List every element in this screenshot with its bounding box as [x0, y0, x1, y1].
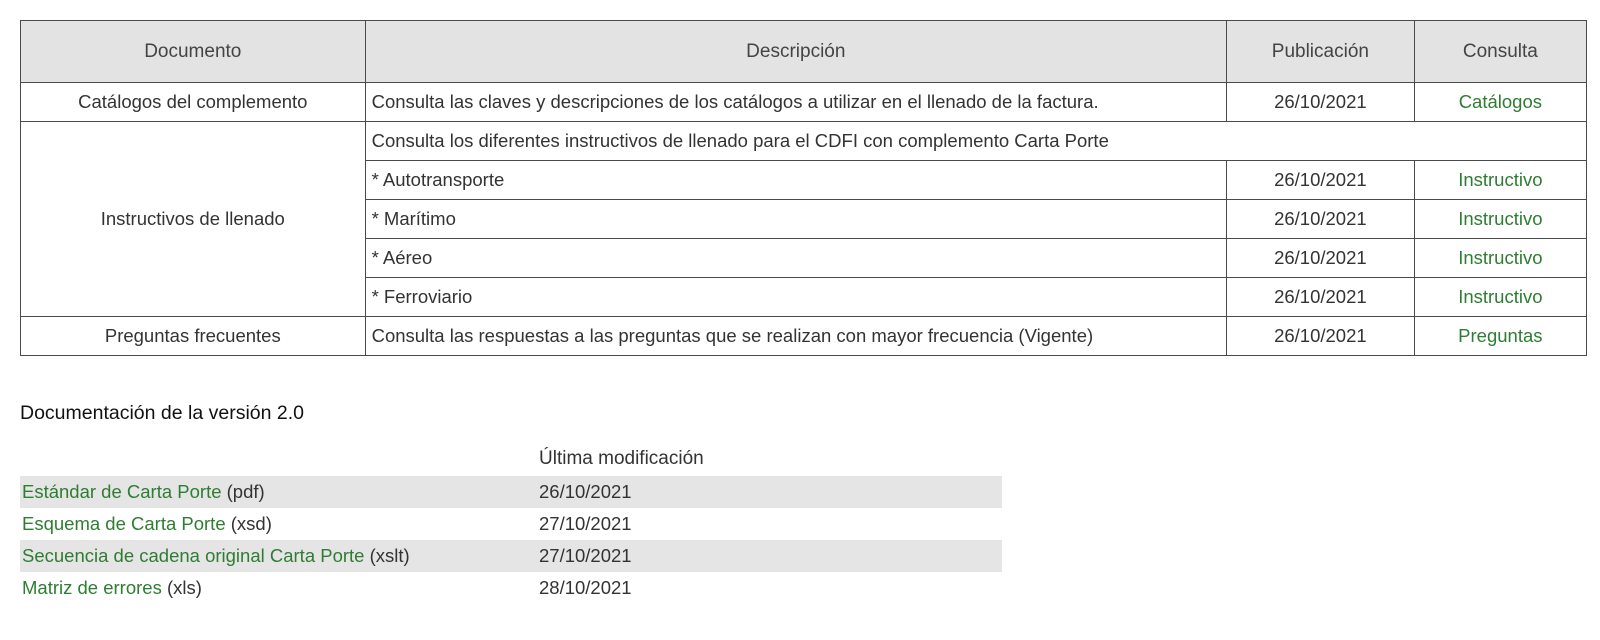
list-item	[20, 508, 1002, 540]
file-type-label: (xls)	[166, 577, 202, 598]
header-spacer	[20, 442, 537, 476]
descripcion-cell: * Ferroviario	[365, 278, 1226, 317]
modified-date: 27/10/2021	[537, 540, 1002, 572]
catalogos-link[interactable]: Catálogos	[1458, 91, 1542, 112]
modified-date: 28/10/2021	[539, 577, 632, 598]
version-header-row	[20, 442, 1002, 476]
header-ultima-modificacion: Última modificación	[539, 448, 704, 469]
estandar-carta-porte-link[interactable]: Estándar de Carta Porte	[22, 481, 222, 502]
publicacion-cell: 26/10/2021	[1227, 317, 1415, 356]
table-header-row	[21, 21, 1587, 83]
matriz-errores-link[interactable]: Matriz de errores	[22, 577, 162, 598]
descripcion-cell: * Aéreo	[365, 239, 1226, 278]
modified-date: 27/10/2021	[539, 513, 632, 534]
descripcion-cell: Consulta las claves y descripciones de los catálogos a utilizar en el llenado de la factura.	[365, 83, 1226, 122]
header-documento: Documento	[21, 21, 366, 83]
header-consulta: Consulta	[1414, 21, 1586, 83]
table-row-catalogos	[21, 83, 1587, 122]
preguntas-link[interactable]: Preguntas	[1458, 325, 1543, 346]
instructivo-autotransporte-link[interactable]: Instructivo	[1458, 169, 1543, 190]
header-descripcion: Descripción	[365, 21, 1226, 83]
table-row-instructivos-intro	[21, 122, 1587, 161]
document-cell	[20, 572, 537, 604]
modified-date: 26/10/2021	[537, 476, 1002, 508]
instructivo-ferroviario-link[interactable]: Instructivo	[1458, 286, 1543, 307]
consulta-cell	[1414, 278, 1586, 317]
instructivo-maritimo-link[interactable]: Instructivo	[1458, 208, 1543, 229]
secuencia-cadena-original-link[interactable]: Secuencia de cadena original Carta Porte	[22, 545, 365, 566]
consulta-cell	[1414, 161, 1586, 200]
descripcion-cell: Consulta los diferentes instructivos de llenado para el CDFI con complemento Carta Porte	[365, 122, 1586, 161]
document-cell	[20, 508, 537, 540]
publicacion-cell: 26/10/2021	[1227, 161, 1415, 200]
documents-table	[20, 20, 1587, 356]
publicacion-cell: 26/10/2021	[1227, 200, 1415, 239]
file-type-label: (pdf)	[226, 481, 265, 502]
list-item	[20, 540, 1002, 572]
file-type-label: (xsd)	[230, 513, 272, 534]
esquema-carta-porte-link[interactable]: Esquema de Carta Porte	[22, 513, 226, 534]
descripcion-cell: Consulta las respuestas a las preguntas que se realizan con mayor frecuencia (Vigente)	[365, 317, 1226, 356]
consulta-cell	[1414, 317, 1586, 356]
publicacion-cell: 26/10/2021	[1227, 83, 1415, 122]
table-row-preguntas	[21, 317, 1587, 356]
version-documents-table	[20, 442, 1002, 604]
documento-cell: Preguntas frecuentes	[21, 317, 366, 356]
instructivo-aereo-link[interactable]: Instructivo	[1458, 247, 1543, 268]
list-item	[20, 476, 1002, 508]
file-type-label: (xslt)	[369, 545, 410, 566]
consulta-cell	[1414, 239, 1586, 278]
document-cell	[20, 476, 537, 508]
header-publicacion: Publicación	[1227, 21, 1415, 83]
document-cell	[20, 540, 537, 572]
publicacion-cell: 26/10/2021	[1227, 239, 1415, 278]
consulta-cell	[1414, 83, 1586, 122]
consulta-cell	[1414, 200, 1586, 239]
documento-cell: Catálogos del complemento	[21, 83, 366, 122]
list-item	[20, 572, 1002, 604]
descripcion-cell: * Autotransporte	[365, 161, 1226, 200]
publicacion-cell: 26/10/2021	[1227, 278, 1415, 317]
documento-cell: Instructivos de llenado	[21, 122, 366, 317]
section-title: Documentación de la versión 2.0	[20, 402, 304, 424]
descripcion-cell: * Marítimo	[365, 200, 1226, 239]
